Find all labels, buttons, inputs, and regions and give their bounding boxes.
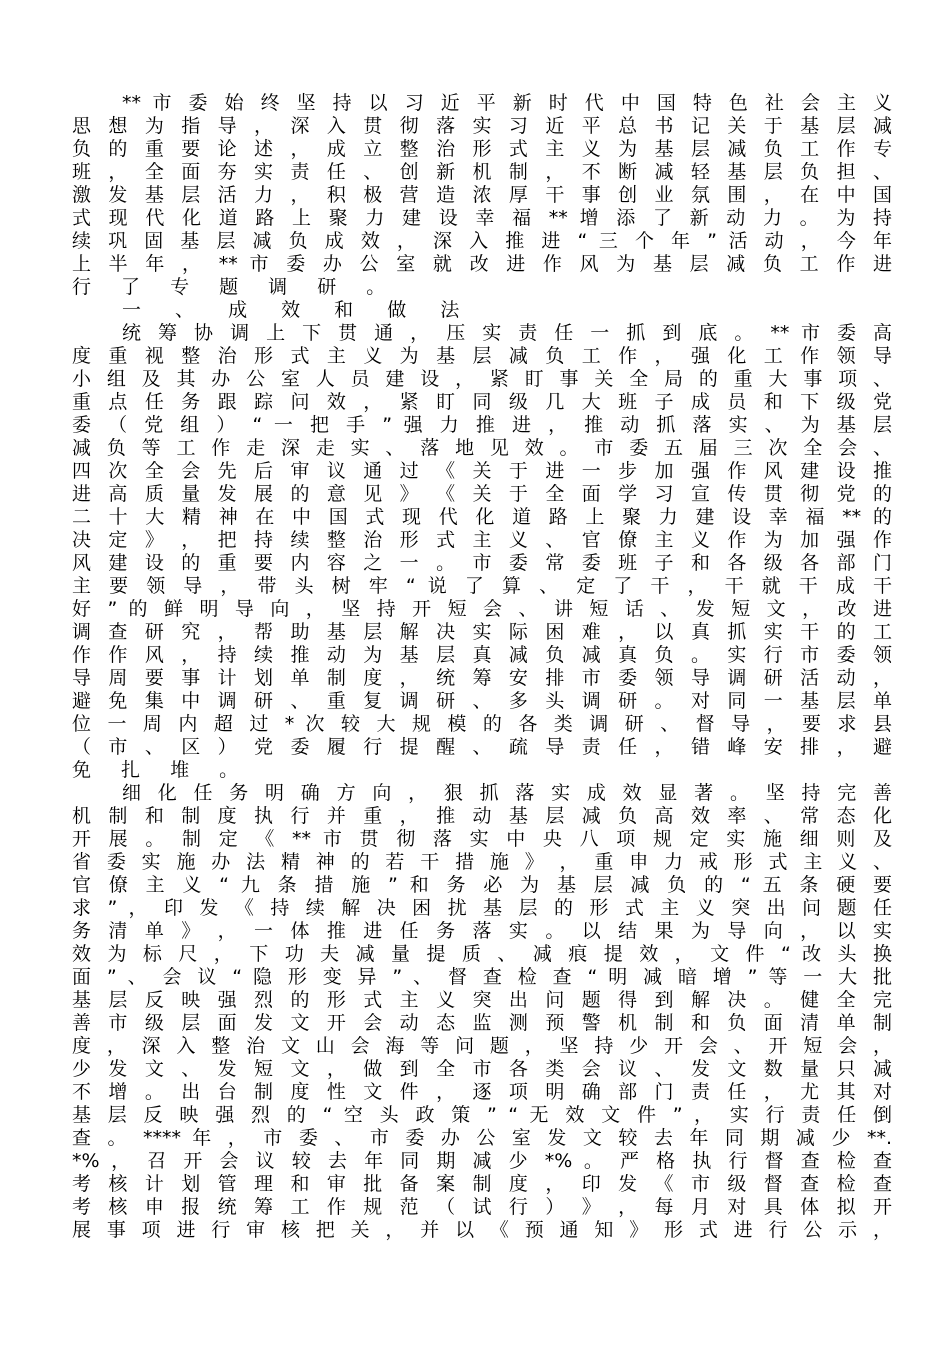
paragraph-line: 少 发 文 、 发 短 文 ， 做 到 全 市 各 类 会 议 、 发 文 数 量 只 减 bbox=[72, 1058, 892, 1080]
paragraph-line: 重 点 任 务 跟 踪 问 效 ， 紧 盯 同 级 几 大 班 子 成 员 和 下 级 党 bbox=[72, 391, 892, 413]
paragraph-line: （ 市 、 区 ） 党 委 履 行 提 醒 、 疏 导 责 任 ， 错 峰 安 排 ， 避 bbox=[72, 736, 892, 758]
paragraph-line: 好 ” 的 鲜 明 导 向 ， 坚 持 开 短 会 、 讲 短 话 、 发 短 文 ， 改 进 bbox=[72, 598, 892, 620]
paragraph-line: 不 增 。 出 台 制 度 性 文 件 ， 逐 项 明 确 部 门 责 任 ， 尤 其 对 bbox=[72, 1081, 892, 1103]
paragraph-line: 度 重 视 整 治 形 式 主 义 为 基 层 减 负 工 作 ， 强 化 工 作 领 导 bbox=[72, 345, 892, 367]
paragraph-line: 调 查 研 究 ， 帮 助 基 层 解 决 实 际 困 难 ， 以 真 抓 实 干 的 工 bbox=[72, 621, 892, 643]
paragraph-line: 班 ， 全 面 夯 实 责 任 、 创 新 机 制 ， 不 断 减 轻 基 层 负 担 、 bbox=[72, 161, 892, 183]
paragraph-line: 查 。 **** 年 ， 市 委 、 市 委 办 公 室 发 文 较 去 年 同 期 减 少 **. bbox=[72, 1127, 892, 1149]
paragraph-line: 导 周 要 事 计 划 单 制 度 ， 统 筹 安 排 市 委 领 导 调 研 活 动 ， bbox=[72, 667, 892, 689]
paragraph-line: 小 组 及 其 办 公 室 人 员 建 设 ， 紧 盯 事 关 全 局 的 重 大 事 项 、 bbox=[72, 368, 892, 390]
paragraph-line: 负 的 重 要 论 述 ， 成 立 整 治 形 式 主 义 为 基 层 减 负 工 作 专 bbox=[72, 138, 892, 160]
paragraph-line: 求 ” ， 印 发 《 持 续 解 决 困 扰 基 层 的 形 式 主 义 突 出 问 题 任 bbox=[72, 897, 892, 919]
section-heading: 一 、 成 效 和 做 法 bbox=[122, 299, 474, 321]
paragraph-line: 风 建 设 的 重 要 内 容 之 一 。 市 委 常 委 班 子 和 各 级 各 部 门 bbox=[72, 552, 892, 574]
paragraph-line: 度 ， 深 入 整 治 文 山 会 海 等 问 题 ， 坚 持 少 开 会 、 开 短 会 ， bbox=[72, 1035, 892, 1057]
paragraph-line: 务 清 单 》 ， 一 体 推 进 任 务 落 实 。 以 结 果 为 导 向 ， 以 实 bbox=[72, 920, 892, 942]
paragraph-line: *% ， 召 开 会 议 较 去 年 同 期 减 少 *% 。 严 格 执 行 督 查 检 查 bbox=[72, 1150, 892, 1172]
document-body bbox=[72, 92, 892, 1242]
paragraph-line: 避 免 集 中 调 研 、 重 复 调 研 、 多 头 调 研 。 对 同 一 基 层 单 bbox=[72, 690, 892, 712]
paragraph-line: 基 层 反 映 强 烈 的 “ 空 头 政 策 ” “ 无 效 文 件 ” ， 实 行 责 任 倒 bbox=[72, 1104, 892, 1126]
paragraph-line: 机 制 和 制 度 执 行 并 重 ， 推 动 基 层 减 负 高 效 率 、 常 态 化 bbox=[72, 805, 892, 827]
paragraph-line: 基 层 反 映 强 烈 的 形 式 主 义 突 出 问 题 得 到 解 决 。 健 全 完 bbox=[72, 989, 892, 1011]
paragraph-line: 省 委 实 施 办 法 精 神 的 若 干 措 施 》 ， 重 申 力 戒 形 式 主 义 、 bbox=[72, 851, 892, 873]
paragraph-line: 式 现 代 化 道 路 上 聚 力 建 设 幸 福 ** 增 添 了 新 动 力 。 为 持 bbox=[72, 207, 892, 229]
paragraph-line: ** 市 委 始 终 坚 持 以 习 近 平 新 时 代 中 国 特 色 社 会 主 义 bbox=[122, 92, 892, 114]
paragraph-line: 激 发 基 层 活 力 ， 积 极 营 造 浓 厚 干 事 创 业 氛 围 ， 在 中 国 bbox=[72, 184, 892, 206]
paragraph-line: 行 了 专 题 调 研 。 bbox=[72, 276, 398, 298]
paragraph-line: 减 负 等 工 作 走 深 走 实 、 落 地 见 效 。 市 委 五 届 三 次 全 会 、 bbox=[72, 437, 892, 459]
paragraph-line: 考 核 计 划 管 理 和 审 批 备 案 制 度 ， 印 发 《 市 级 督 查 检 查 bbox=[72, 1173, 892, 1195]
paragraph-line: 效 为 标 尺 ， 下 功 夫 减 量 提 质 、 减 痕 提 效 ， 文 件 “ 改 头 换 bbox=[72, 943, 892, 965]
paragraph-line: 开 展 。 制 定 《 ** 市 贯 彻 落 实 中 央 八 项 规 定 实 施 细 则 及 bbox=[72, 828, 892, 850]
paragraph-line: 决 定 》 ， 把 持 续 整 治 形 式 主 义 、 官 僚 主 义 作 为 加 强 作 bbox=[72, 529, 892, 551]
paragraph-line: 统 筹 协 调 上 下 贯 通 ， 压 实 责 任 一 抓 到 底 。 ** 市 委 高 bbox=[122, 322, 892, 344]
paragraph-line: 思 想 为 指 导 ， 深 入 贯 彻 落 实 习 近 平 总 书 记 关 于 基 层 减 bbox=[72, 115, 892, 137]
paragraph-line: 委 （ 党 组 ） “ 一 把 手 ” 强 力 推 进 ， 推 动 抓 落 实 、 为 基 层 bbox=[72, 414, 892, 436]
paragraph-line: 免 扎 堆 。 bbox=[72, 759, 251, 781]
paragraph-line: 主 要 领 导 ， 带 头 树 牢 “ 说 了 算 、 定 了 干 ， 干 就 干 成 干 bbox=[72, 575, 892, 597]
paragraph-line: 善 市 级 层 面 发 文 开 会 动 态 监 测 预 警 机 制 和 负 面 清 单 制 bbox=[72, 1012, 892, 1034]
paragraph-line: 进 高 质 量 发 展 的 意 见 》 《 关 于 全 面 学 习 宣 传 贯 彻 党 的 bbox=[72, 483, 892, 505]
paragraph-line: 上 半 年 ， ** 市 委 办 公 室 就 改 进 作 风 为 基 层 减 负 工 作 进 bbox=[72, 253, 892, 275]
paragraph-line: 细 化 任 务 明 确 方 向 ， 狠 抓 落 实 成 效 显 著 。 坚 持 完 善 bbox=[122, 782, 892, 804]
paragraph-line: 续 巩 固 基 层 减 负 成 效 ， 深 入 推 进 “ 三 个 年 ” 活 动 ， 今 年 bbox=[72, 230, 892, 252]
paragraph-line: 考 核 申 报 统 筹 工 作 规 范 （ 试 行 ） 》 ， 每 月 对 具 体 拟 开 bbox=[72, 1196, 892, 1218]
paragraph-line: 四 次 全 会 先 后 审 议 通 过 《 关 于 进 一 步 加 强 作 风 建 设 推 bbox=[72, 460, 892, 482]
paragraph-line: 位 一 周 内 超 过 * 次 较 大 规 模 的 各 类 调 研 、 督 导 ， 要 求 县 bbox=[72, 713, 892, 735]
paragraph-line: 面 ” 、 会 议 “ 隐 形 变 异 ” 、 督 查 检 查 “ 明 减 暗 增 ” 等 一 大 批 bbox=[72, 966, 892, 988]
paragraph-line: 展 事 项 进 行 审 核 把 关 ， 并 以 《 预 通 知 》 形 式 进 行 公 示 ， bbox=[72, 1219, 892, 1241]
paragraph-line: 作 作 风 ， 持 续 推 动 为 基 层 真 减 负 减 真 负 。 实 行 市 委 领 bbox=[72, 644, 892, 666]
paragraph-line: 官 僚 主 义 “ 九 条 措 施 ” 和 务 必 为 基 层 减 负 的 “ 五 条 硬 要 bbox=[72, 874, 892, 896]
paragraph-line: 二 十 大 精 神 在 中 国 式 现 代 化 道 路 上 聚 力 建 设 幸 福 ** 的 bbox=[72, 506, 892, 528]
